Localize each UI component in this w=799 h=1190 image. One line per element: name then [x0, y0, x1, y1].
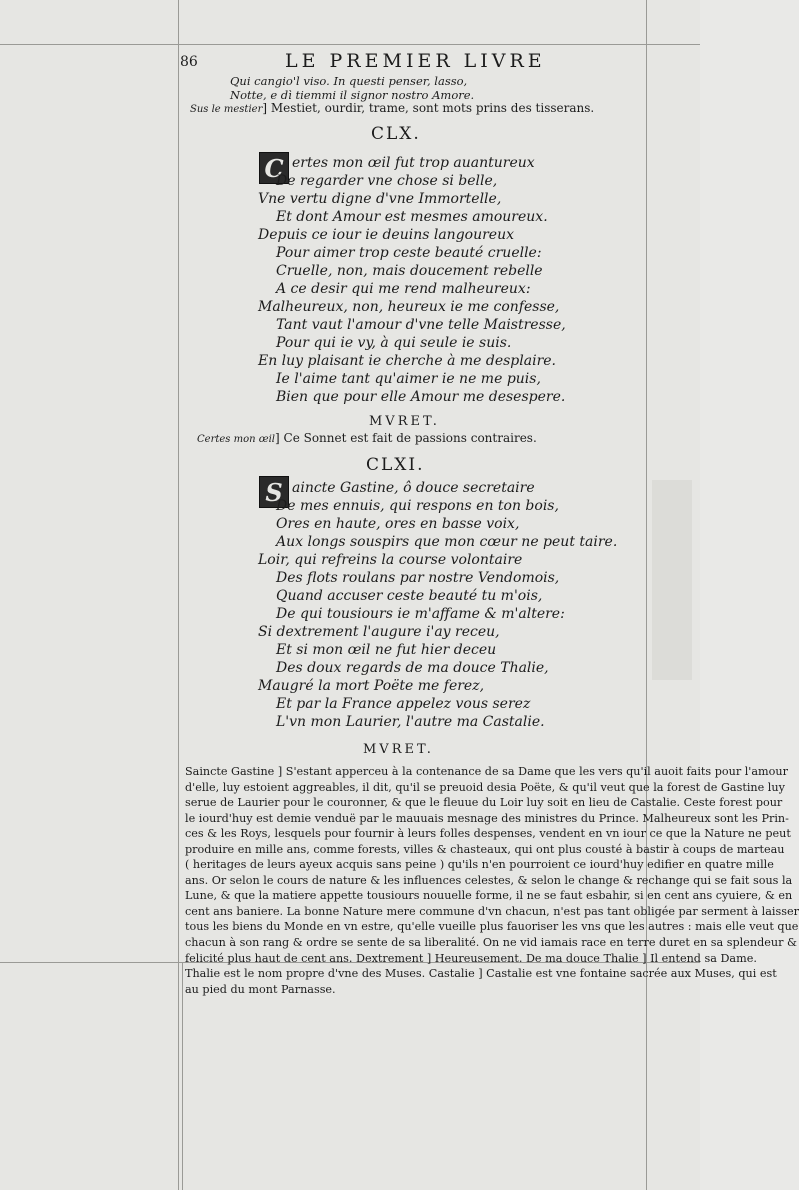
- verse-line: A ce desir qui me rend malheureux:: [276, 281, 531, 297]
- verse-line: De qui tousiours ie m'affame & m'altere:: [276, 606, 565, 622]
- commentary-line: au pied du mont Parnasse.: [185, 982, 336, 996]
- commentary-line: Lune, & que la matiere appette tousiours nouuelle forme, il ne se faut esbahir, si en cent ans cyuiere, & en: [185, 889, 793, 903]
- lead-quotation-line: Notte, e dì tiemmi il signor nostro Amore.: [230, 88, 475, 102]
- verse-line: L'vn mon Laurier, l'autre ma Castalie.: [276, 714, 545, 730]
- commentary-line: chacun à son rang & ordre se sente de sa liberalité. On ne vid iamais race en terre duret en sa splendeur &: [185, 936, 797, 950]
- sonnet-161-number: CLXI.: [366, 455, 425, 475]
- sonnet-160-number: CLX.: [371, 124, 421, 144]
- commentary-line: cent ans baniere. La bonne Nature mere commune d'vn chacun, n'est pas tant obligée par serment à laisser: [185, 904, 799, 918]
- commentary-line: Thalie est le nom propre d'vne des Muses. Castalie ] Castalie est vne fontaine sacrée aux Muses, qui est: [185, 967, 777, 981]
- verse-line: En luy plaisant ie cherche à me desplaire.: [258, 353, 556, 369]
- right-ruling-line: [646, 0, 647, 1190]
- verse-line: Cruelle, non, mais doucement rebelle: [276, 263, 543, 279]
- top-ruling-line: [0, 44, 700, 45]
- sonnet-160: [258, 154, 566, 406]
- sonnet-160-commentator: MVRET.: [369, 414, 440, 429]
- left-ruling-line: [178, 0, 179, 1190]
- sonnet-161-dropcap: S: [259, 476, 289, 508]
- commentary-line: felicité plus haut de cent ans. Dextrement ] Heureusement. De ma douce Thalie ] Il entend sa Dame.: [185, 951, 757, 965]
- sonnet-161: [258, 479, 617, 731]
- lead-note-text: ] Mestiet, ourdir, trame, sont mots prins des tisserans.: [262, 101, 595, 115]
- verse-line: aincte Gastine, ô douce secretaire: [292, 480, 535, 496]
- commentary-line: ans. Or selon le cours de nature & les influences celestes, & selon le change & rechange qui se fait sous la: [185, 873, 793, 887]
- verse-line: Depuis ce iour ie deuins langoureux: [258, 227, 514, 243]
- commentary-line: produire en mille ans, comme forests, villes & chasteaux, qui ont plus cousté à bastir à coups de marteau: [185, 842, 785, 856]
- sonnet-160-note: [197, 431, 537, 447]
- verse-line: Et par la France appelez vous serez: [276, 696, 531, 712]
- verse-line: Maugré la mort Poëte me ferez,: [258, 678, 485, 694]
- lead-note: [190, 101, 594, 117]
- running-header: [180, 50, 640, 74]
- verse-line: De mes ennuis, qui respons en ton bois,: [276, 498, 559, 514]
- lead-quotation: [230, 74, 474, 102]
- verse-line: Ie l'aime tant qu'aimer ie ne me puis,: [276, 371, 541, 387]
- running-title: LE PREMIER LIVRE: [285, 50, 546, 72]
- commentary-line: serue de Laurier pour le couronner, & que le fleuue du Loir luy soit en lieu de Castalie. Ceste forest pour: [185, 796, 783, 810]
- verse-line: Et dont Amour est mesmes amoureux.: [276, 209, 548, 225]
- verse-line: Quand accuser ceste beauté tu m'ois,: [276, 588, 543, 604]
- verse-line: Et si mon œil ne fut hier deceu: [276, 642, 497, 658]
- verse-line: Pour qui ie vy, à qui seule ie suis.: [276, 335, 512, 351]
- verse-line: Bien que pour elle Amour me desespere.: [276, 389, 566, 405]
- commentary-block: [185, 764, 799, 997]
- bottom-left-ruling-line: [182, 962, 183, 1190]
- commentary-line: Saincte Gastine ] S'estant apperceu à la contenance de sa Dame que les vers qu'il auoit faits pour l'amour: [185, 765, 788, 778]
- verse-line: ertes mon œil fut trop auantureux: [292, 155, 535, 171]
- lead-quotation-line: Qui cangio'l viso. In questi penser, lasso,: [230, 74, 468, 88]
- verse-line: Si dextrement l'augure i'ay receu,: [258, 624, 500, 640]
- commentary-line: d'elle, luy estoient aggreables, il dit, qu'il se preuoid desia Poëte, & qu'il veut que la forest de Gastine luy: [185, 780, 785, 794]
- verse-line: Tant vaut l'amour d'vne telle Maistresse,: [276, 317, 566, 333]
- bleed-through-margin: [652, 480, 692, 680]
- verse-line: De regarder vne chose si belle,: [276, 173, 498, 189]
- verse-line: Loir, qui refreins la course volontaire: [258, 552, 523, 568]
- verse-line: Ores en haute, ores en basse voix,: [276, 516, 520, 532]
- commentary-line: ces & les Roys, lesquels pour fournir à leurs folles despenses, vendent en vn iour ce que la Nature ne peut: [185, 827, 791, 841]
- sonnet-160-dropcap: C: [259, 152, 289, 184]
- commentary-line: ( heritages de leurs ayeux acquis sans peine ) qu'ils n'en pourroient ce iourd'huy edifier en quatre mille: [185, 858, 774, 872]
- sonnet-160-note-lemma: Certes mon œil: [197, 434, 276, 445]
- verse-line: Pour aimer trop ceste beauté cruelle:: [276, 245, 542, 261]
- sonnet-160-note-text: ] Ce Sonnet est fait de passions contraires.: [275, 431, 537, 445]
- verse-line: Malheureux, non, heureux ie me confesse,: [258, 299, 560, 315]
- verse-line: Aux longs souspirs que mon cœur ne peut taire.: [276, 534, 618, 550]
- sonnet-161-commentator: MVRET.: [363, 742, 434, 757]
- verse-line: Des flots roulans par nostre Vendomois,: [276, 570, 560, 586]
- page-number: 86: [180, 54, 198, 70]
- commentary-line: le iourd'huy est demie venduë par le mauuais mesnage des ministres du Prince. Malheureux sont les Prin-: [185, 811, 789, 825]
- lead-note-lemma: Sus le mestier: [190, 104, 263, 115]
- verse-line: Des doux regards de ma douce Thalie,: [276, 660, 549, 676]
- verse-line: Vne vertu digne d'vne Immortelle,: [258, 191, 502, 207]
- commentary-line: tous les biens du Monde en vn estre, qu'elle vueille plus fauoriser les vns que les autres : mais elle veut que: [185, 920, 799, 934]
